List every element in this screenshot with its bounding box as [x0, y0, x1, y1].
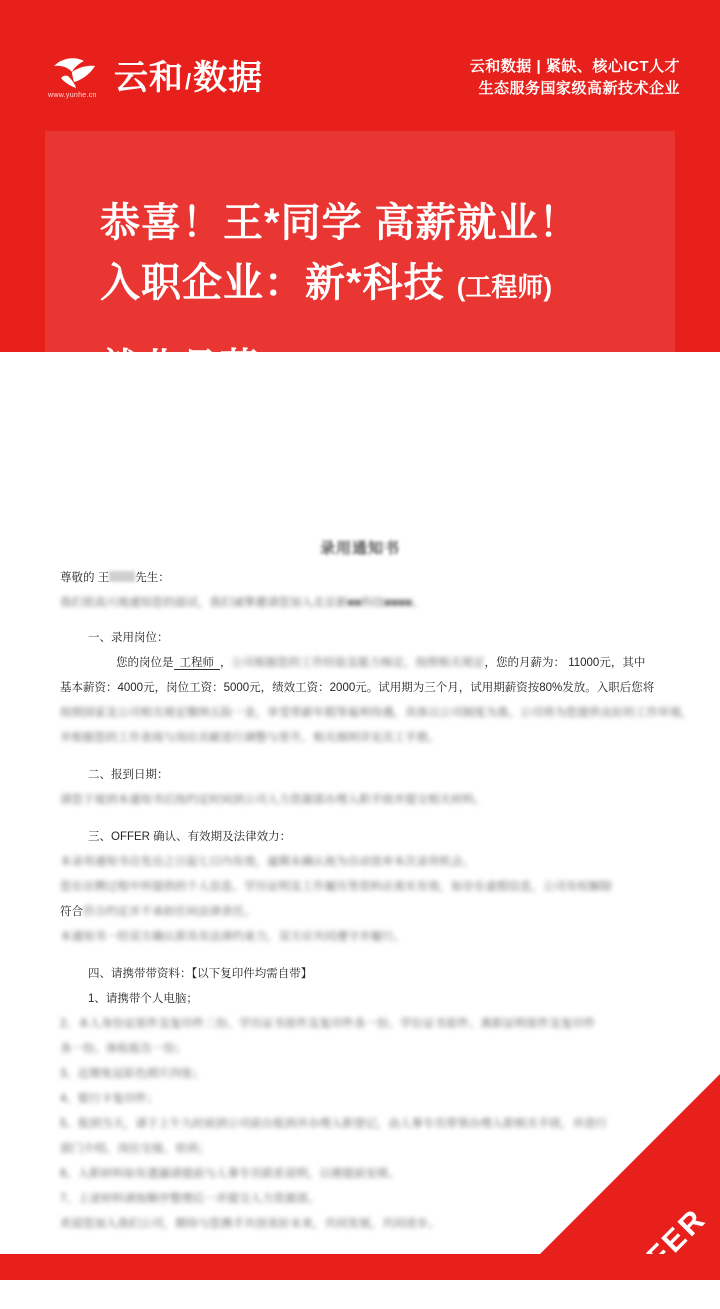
- header-tagline: [470, 56, 680, 100]
- brand-name-main: 云和: [114, 58, 184, 97]
- headline-role-text: (工程师): [456, 272, 553, 302]
- section1-line4: 并根据您的工作表现与岗位贡献进行调整与晋升，相关细则详见员工手册。: [60, 732, 440, 744]
- salary-suffix-inline: ，其中: [610, 657, 646, 669]
- section4-item4: 4、银行卡复印件；: [60, 1093, 159, 1105]
- salary-amount-inline: 11000元: [568, 657, 611, 669]
- section4-item5: 5、报到当天，请于上午九时前到公司前台报到并办理入职登记，由人事专员带领办理入职相关手续，并进行: [60, 1118, 607, 1130]
- section4-item2: 2、本人身份证原件及复印件二份、学历证书原件及复印件各一份、学位证书原件、离职证明原件及复印件: [60, 1018, 596, 1030]
- brand-name: [114, 50, 263, 99]
- greeting-prefix: 尊敬的 王: [60, 572, 110, 584]
- section3-heading: 三、OFFER 确认、有效期及法律效力：: [88, 831, 292, 843]
- section1-heading: 一、录用岗位：: [88, 632, 169, 644]
- section4-item7: 7、上述材料请按顺序整理后一并提交人力资源部。: [60, 1193, 320, 1205]
- section2-heading: 二、报到日期：: [88, 769, 169, 781]
- position-label: 您的岗位是: [116, 657, 174, 669]
- section3-line2: 您在应聘过程中所提供的个人信息、学历证明及工作履历等资料应真实有效，如存在虚假信息，公司有权解除: [60, 881, 612, 893]
- section1-line2: 基本薪资：4000元，岗位工资：5000元，绩效工资：2000元。试用期为三个月，试用期薪资按80%发放。入职后您将: [60, 682, 655, 694]
- section4-item5b: 部门介绍、岗位交接、培训；: [60, 1143, 210, 1155]
- brand-slash: /: [185, 68, 193, 94]
- section3-line3: 符合符合约定并不承担任何法律责任。: [60, 906, 256, 918]
- section1-line1-blurred: 公司根据您的工作经验及能力核定，按照相关规定: [231, 657, 485, 669]
- section4-item2b: 各一份、体检报告一份；: [60, 1043, 187, 1055]
- brand-url: www.yunhe.cn: [48, 92, 97, 99]
- section4-heading: 四、请携带带资料：【以下复印件均需自带】: [88, 968, 313, 980]
- offer-ribbon: [540, 1074, 720, 1254]
- greeting-suffix: 先生：: [135, 572, 170, 584]
- section2-line: 请您于接到本通知书后按约定时间到公司人力资源部办理入职手续并提交相关材料。: [60, 794, 486, 806]
- closing-line: 欢迎您加入我们公司，期待与您携手共创美好未来，共同发展，共同进步。: [60, 1218, 440, 1230]
- section4-item6: 6、入职材料如有遗漏请提前与人事专员联系说明，以便提前安排。: [60, 1168, 400, 1180]
- section4-item3: 3、近期免冠彩色照片四张；: [60, 1068, 205, 1080]
- salary-label-inline: ，您的月薪为：: [484, 657, 565, 669]
- bottom-red-strip: [0, 1254, 720, 1280]
- position-comma: ，: [220, 657, 232, 669]
- position-value: 工程师: [174, 657, 221, 670]
- section3-line4: 本通知书一经双方确认即具有法律约束力，双方应共同遵守并履行。: [60, 931, 405, 943]
- greeting-line: [60, 566, 680, 591]
- redaction-block: [109, 571, 135, 582]
- bird-logo-icon: [48, 52, 106, 99]
- headline-company: [100, 251, 552, 308]
- header-tagline-line2: 生态服务国家级高新技术企业: [478, 80, 680, 97]
- section4-item1: 1、请携带个人电脑；: [88, 993, 198, 1005]
- section3-line3-blurred: 符合约定并不承担任何法律责任。: [83, 906, 256, 918]
- headline-congrats: 恭喜！王*同学 高薪就业！: [100, 201, 580, 245]
- document-title: 录用通知书: [319, 540, 400, 557]
- header-tagline-line1: 云和数据 | 紧缺、核心ICT人才: [469, 58, 680, 75]
- headline-company-text: 入职企业：新*科技: [100, 261, 445, 305]
- intro-line: 我们很高兴地通知您的面试，我们诚挚邀请您加入北京新■■科技■■■■。: [60, 597, 424, 609]
- section1-line1: [60, 651, 680, 676]
- section3-line1: 本录用通知书自发出之日起七日内有效，逾期未确认视为自动放弃本次录用机会。: [60, 856, 474, 868]
- brand-name-suffix: 数据: [193, 58, 264, 97]
- section1-line3: 按照国家及公司相关规定缴纳五险一金，享受带薪年假等福利待遇，具体以公司制度为准。公司将为您提供良好的工作环境，: [60, 707, 693, 719]
- brand-logo: [48, 46, 263, 102]
